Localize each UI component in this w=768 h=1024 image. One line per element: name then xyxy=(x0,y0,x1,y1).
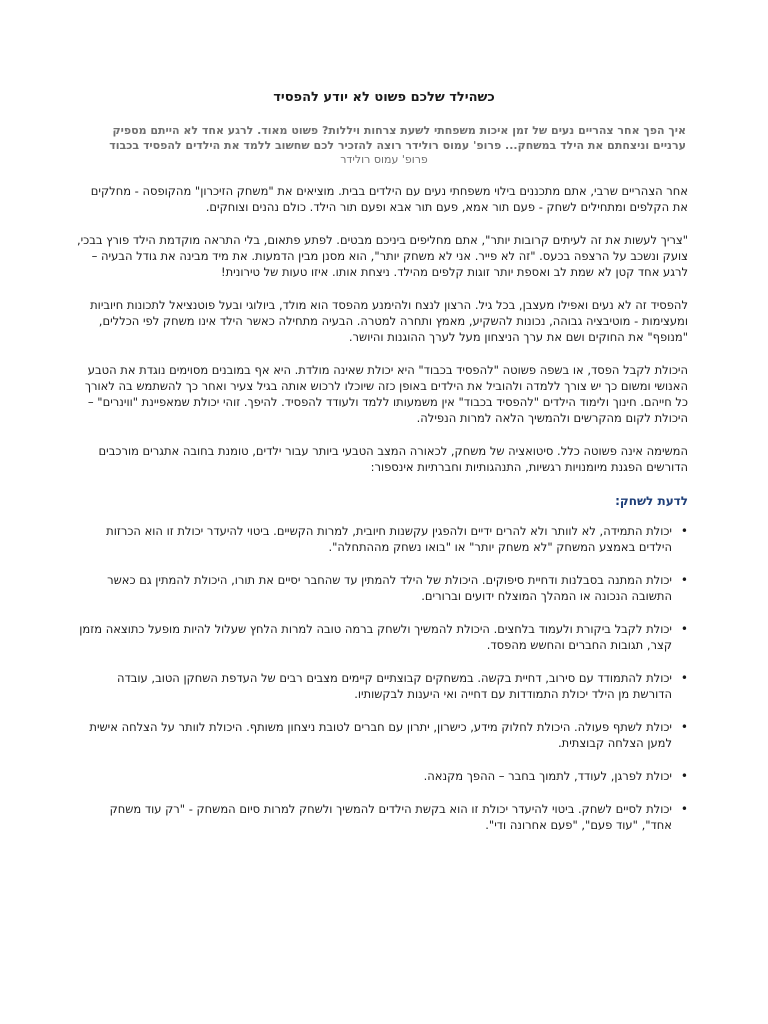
list-item-text: יכולת התמידה, לא לוותר ולא להרים ידיים ולהפגין עקשנות חיובית, למרות הקשיים. ביטוי להיעדר יכולת זו הוא הכרזות הילדים באמצע המשחק "לא משחק יותר" או "בואו נשחק מההתחלה". xyxy=(106,524,672,554)
list-item-text: יכולת לשתף פעולה. היכולת לחלוק מידע, כישרון, יתרון עם חברים לטובת ניצחון משותף. היכולת לוותר על הצלחה אישית למען הצלחה קבוצתית. xyxy=(89,720,672,750)
list-item xyxy=(76,572,688,604)
paragraph: היכולת לקבל הפסד, או בשפה פשוטה "להפסיד בכבוד" היא יכולת שאינה מולדת. היא אף במובנים מסוימים נוגדת את הטבע האנושי ומשום כך יש צורך ללמדה ולהוביל את הילדים באופן כזה שיוכלו לרכוש אותה בגיל צעיר ואחר כך להשתמש בה לאורך כל חייהם. חינוך ולימוד הילדים "להפסיד בכבוד" אין משמעותו ללמד ולעודד להפסיד. להיפך. זוהי יכולת שמאפיינת "ווינרים" – היכולת לקום מהקרשים ולהמשיך הלאה למרות הנפילה. xyxy=(84,363,688,425)
list-item-text: יכולת המתנה בסבלנות ודחיית סיפוקים. היכולת של הילד להמתין עד שהחבר יסיים את תורו, היכולת להמתין גם כאשר התשובה הנכונה או המהלך המוצלח ידועים וברורים. xyxy=(107,573,672,603)
paragraph: להפסיד זה לא נעים ואפילו מעצבן, בכל גיל. הרצון לנצח ולהימנע מהפסד הוא מולד, ביולוגי ובעל פוטנציאל לתכונות חיוביות ומעצימות - מוטיבציה גבוהה, נכונות להשקיע, מאמץ ותחרה למטרה. הבעיה מתחילה כאשר הילד אינו משחק לפי הכללים, "מנופף" את החוקים ושם את ערך הניצחון מעל לערך ההוגנות והיושר. xyxy=(90,298,688,344)
bullet-icon: • xyxy=(680,671,688,685)
list-item xyxy=(76,768,688,784)
paragraph: "צריך לעשות את זה לעיתים קרובות יותר", אתם מחליפים ביניכם מבטים. לפתע פתאום, בלי התראה מוקדמת הילד פורץ בבכי, צועק ונשכב על הרצפה בכעס. "זה לא פייר. אני לא משחק יותר", הוא מסנן מבין הדמעות. את מיד מבינה את גודל הבעיה – לרגע אחד קטן לא שמת לב ואספת יותר זוגות קלפים מהילד. ניצחת אותו. איזו טעות של טירונית! xyxy=(76,233,688,279)
list-item-text: יכולת לסיים לשחק. ביטוי להיעדר יכולת זו הוא בקשת הילדים להמשיך ולשחק למרות סיום המשחק - "רק עוד משחק אחד", "עוד פעם", "פעם אחרונה ודי". xyxy=(109,802,672,832)
article-body xyxy=(76,183,688,850)
section-title: לדעת לשחק: xyxy=(615,494,688,508)
paragraph: המשימה אינה פשוטה כלל. סיטואציה של משחק, לכאורה המצב הטבעי ביותר עבור ילדים, טומנת בחובה אתגרים מורכבים הדורשים הפגנת מיומנויות רגשיות, התנהגותיות וחברתיות אינספור: xyxy=(98,444,688,474)
bullet-icon: • xyxy=(680,720,688,734)
list-item xyxy=(76,523,688,555)
bullet-icon: • xyxy=(680,573,688,587)
article-author: פרופ' עמוס רולידר xyxy=(340,153,428,166)
skills-list xyxy=(76,523,688,833)
list-item xyxy=(76,670,688,702)
list-item-text: יכולת לפרגן, לעודד, לתמוך בחבר – ההפך מקנאה. xyxy=(423,769,672,783)
list-item xyxy=(76,801,688,833)
article-lead: איך הפך אחר צהריים נעים של זמן איכות משפחתי לשעת צרחות ויללות? פשוט מאוד. לרגע אחד לא הייתם מספיק ערניים וניצחתם את הילד במשחק... פרופ' עמוס רולידר רוצה להזכיר לכם שחשוב ללמד את הילדים להפסיד בכבוד xyxy=(109,124,686,152)
bullet-icon: • xyxy=(680,524,688,538)
list-item xyxy=(76,621,688,653)
list-item xyxy=(76,719,688,751)
bullet-icon: • xyxy=(680,802,688,816)
bullet-icon: • xyxy=(680,769,688,783)
list-item-text: יכולת לקבל ביקורת ולעמוד בלחצים. היכולת להמשיך ולשחק ברמה טובה למרות הלחץ שעלול להיות מופעל כתוצאה מזמן קצר, תגובות החברים והחשש מהפסד. xyxy=(79,622,672,652)
article-title: כשהילד שלכם פשוט לא יודע להפסיד xyxy=(273,90,495,105)
bullet-icon: • xyxy=(680,622,688,636)
list-item-text: יכולת להתמודד עם סירוב, דחיית בקשה. במשחקים קבוצתיים קיימים מצבים רבים של העדפת השחקן הטוב, עובדה הדורשת מן הילד יכולת התמודדות עם דחייה ואי היענות לבקשותיו. xyxy=(116,671,672,701)
paragraph: אחר הצהריים שרבי, אתם מתכננים בילוי משפחתי נעים עם הילדים בבית. מוציאים את "משחק הזיכרון" מהקופסה - מחלקים את הקלפים ומתחילים לשחק - פעם תור אמא, פעם תור אבא ופעם תור הילד. כולם נהנים וצוחקים. xyxy=(90,184,688,214)
